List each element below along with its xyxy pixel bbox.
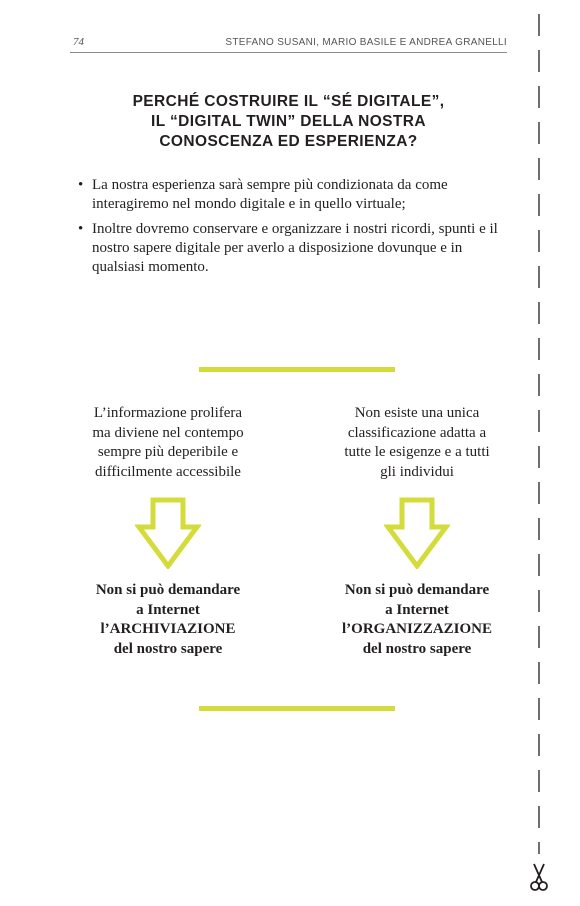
bullet-list (78, 176, 508, 283)
divider-bar-top (199, 367, 395, 372)
right-statement-line: Non esiste una unica (354, 405, 480, 421)
right-conclusion (317, 581, 517, 659)
right-conclusion-line: Non si può demandare (344, 582, 490, 598)
down-arrow-icon (135, 497, 201, 569)
bullet-dot: • (78, 221, 84, 237)
left-conclusion-line: l’ARCHIVIAZIONE (100, 621, 236, 637)
bullet-text: La nostra esperienza sarà sempre più condizionata da come interagiremo nel mondo digitale e in quello virtuale; (92, 177, 448, 212)
left-statement-line: ma diviene nel contempo (92, 424, 244, 441)
bullet-item (78, 220, 508, 277)
left-statement-line: difficilmente accessibile (95, 463, 241, 480)
left-statement (73, 404, 263, 482)
right-statement-line: classificazione adatta a (347, 424, 487, 441)
running-header (70, 34, 507, 53)
left-conclusion-line: Non si può demandare (95, 582, 241, 598)
down-arrow-icon (384, 497, 450, 569)
title-line-2: IL “DIGITAL TWIN” DELLA NOSTRA (151, 113, 426, 130)
scissors-icon (528, 862, 550, 892)
page-number: 74 (73, 36, 84, 48)
right-conclusion-line: del nostro sapere (362, 640, 472, 657)
header-authors: STEFANO SUSANI, MARIO BASILE E ANDREA GRANELLI (225, 37, 507, 48)
right-conclusion-line: l’ORGANIZZAZIONE (341, 621, 493, 637)
left-conclusion-line: a Internet (136, 601, 200, 618)
bullet-dot: • (78, 177, 84, 193)
left-conclusion (68, 581, 268, 659)
right-statement (322, 404, 512, 482)
bullet-text: Inoltre dovremo conservare e organizzare i nostri ricordi, spunti e il nostro sapere digitale per averlo a disposizione dovunque e in qualsiasi momento. (92, 221, 498, 275)
right-statement-line: tutte le esigenze e a tutti (344, 444, 490, 460)
section-title (70, 92, 507, 152)
cut-line (537, 14, 541, 854)
left-statement-line: sempre più deperibile e (97, 444, 239, 460)
right-conclusion-line: a Internet (385, 601, 449, 618)
right-statement-line: gli individui (380, 463, 454, 480)
title-line-3: CONOSCENZA ED ESPERIENZA? (159, 133, 418, 150)
bullet-item (78, 176, 508, 214)
divider-bar-bottom (199, 706, 395, 711)
left-conclusion-line: del nostro sapere (113, 640, 223, 657)
title-line-1: PERCHÉ COSTRUIRE IL “SÉ DIGITALE”, (132, 93, 445, 110)
left-statement-line: L’informazione prolifera (93, 405, 243, 421)
